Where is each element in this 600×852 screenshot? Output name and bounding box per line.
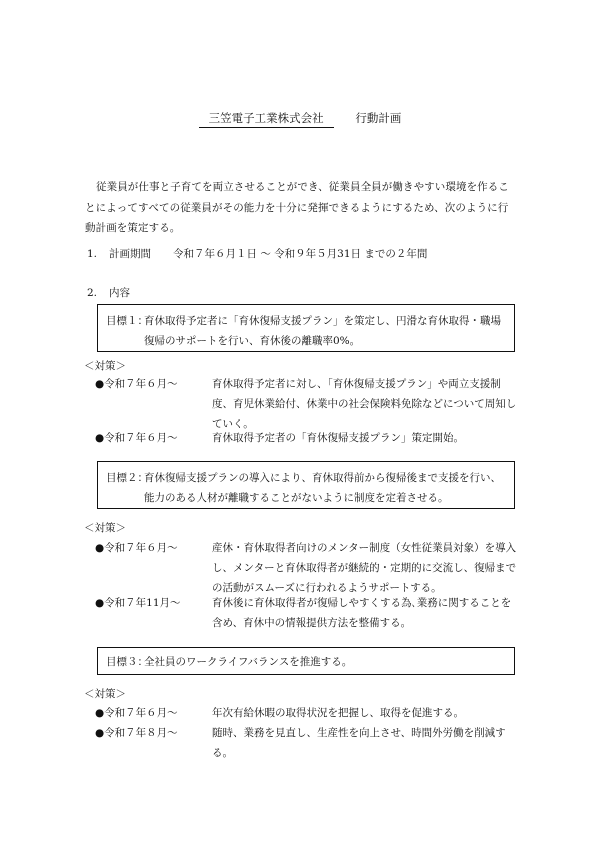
measure-text: 年次有給休暇の取得状況を把握し、取得を促進する。 <box>212 707 464 719</box>
company-name: 三笠電子工業株式会社 <box>199 111 334 128</box>
goal-box-1 <box>97 304 515 352</box>
goal-text: 育休復帰支援プランの導入により、育休取得前から復帰後まで支援を行い、能力のある人材が離職することがないように制度を定着させる。 <box>144 472 501 504</box>
document-title <box>0 110 600 126</box>
goal-box-3 <box>97 647 515 675</box>
intro-paragraph: 従業員が仕事と子育てを両立させることができ、従業員全員が働きやすい環境を作ることによってすべての従業員がその能力を十分に発揮できるようにするため、次のように行動計画を策定する。 <box>85 181 509 234</box>
section-label: 計画期間 <box>109 248 151 260</box>
measures-label: ＜対策＞ <box>84 522 126 534</box>
measure-row <box>95 374 520 434</box>
goal-label: 目標３： <box>106 656 148 668</box>
measure-date: ●令和７年８月〜 <box>95 727 178 739</box>
goal-text: 全社員のワークライフバランスを推進する。 <box>144 656 353 668</box>
measure-row <box>95 703 520 723</box>
measure-date: ●令和７年６月〜 <box>95 432 178 444</box>
goal-box-2 <box>97 461 515 509</box>
measure-text: 育休取得予定者の「育休復帰支援プラン」策定開始。 <box>212 432 464 444</box>
measure-row <box>95 593 520 633</box>
section-label: 内容 <box>109 287 130 299</box>
goal-text: 育休取得予定者に「育休復帰支援プラン」を策定し、円滑な育休取得・職場復帰のサポートを行い、育休後の離職率0%。 <box>144 315 501 347</box>
goal-label: 目標２： <box>106 472 148 484</box>
section-number: 1. <box>87 248 98 260</box>
measure-text: 育休後に育休取得者が復帰しやすくする為､業務に関することを含め、育休中の情報提供方法を整備する。 <box>212 597 512 629</box>
section-contents <box>87 285 130 300</box>
measure-date: ●令和７年６月〜 <box>95 542 178 554</box>
measure-date: ●令和７年11月〜 <box>95 597 181 609</box>
measure-text: 育休取得予定者に対し、「育休復帰支援プラン」や両立支援制度、育児休業給付、休業中の社会保険料免除などについて周知していく。 <box>212 378 517 430</box>
plan-title: 行動計画 <box>355 111 402 125</box>
measure-date: ●令和７年６月〜 <box>95 707 178 719</box>
measure-date: ●令和７年６月〜 <box>95 378 178 390</box>
measure-row <box>95 723 520 763</box>
section-plan-period <box>87 246 427 261</box>
plan-period-value: 令和７年６月１日 〜 令和９年５月31日 までの２年間 <box>173 248 428 260</box>
measures-label: ＜対策＞ <box>84 360 126 372</box>
measure-row <box>95 428 520 448</box>
measure-text: 随時、業務を見直し、生産性を向上させ、時間外労働を削減する。 <box>212 727 506 759</box>
measures-label: ＜対策＞ <box>84 688 126 700</box>
section-number: 2. <box>87 287 98 299</box>
measure-text: 産休・育休取得者向けのメンター制度（女性従業員対象）を導入し、メンターと育休取得者が継続的・定期的に交流し、復帰までの活動がスムーズに行われるようサポートする。 <box>212 542 517 594</box>
goal-label: 目標１： <box>106 315 148 327</box>
measure-row <box>95 538 520 598</box>
